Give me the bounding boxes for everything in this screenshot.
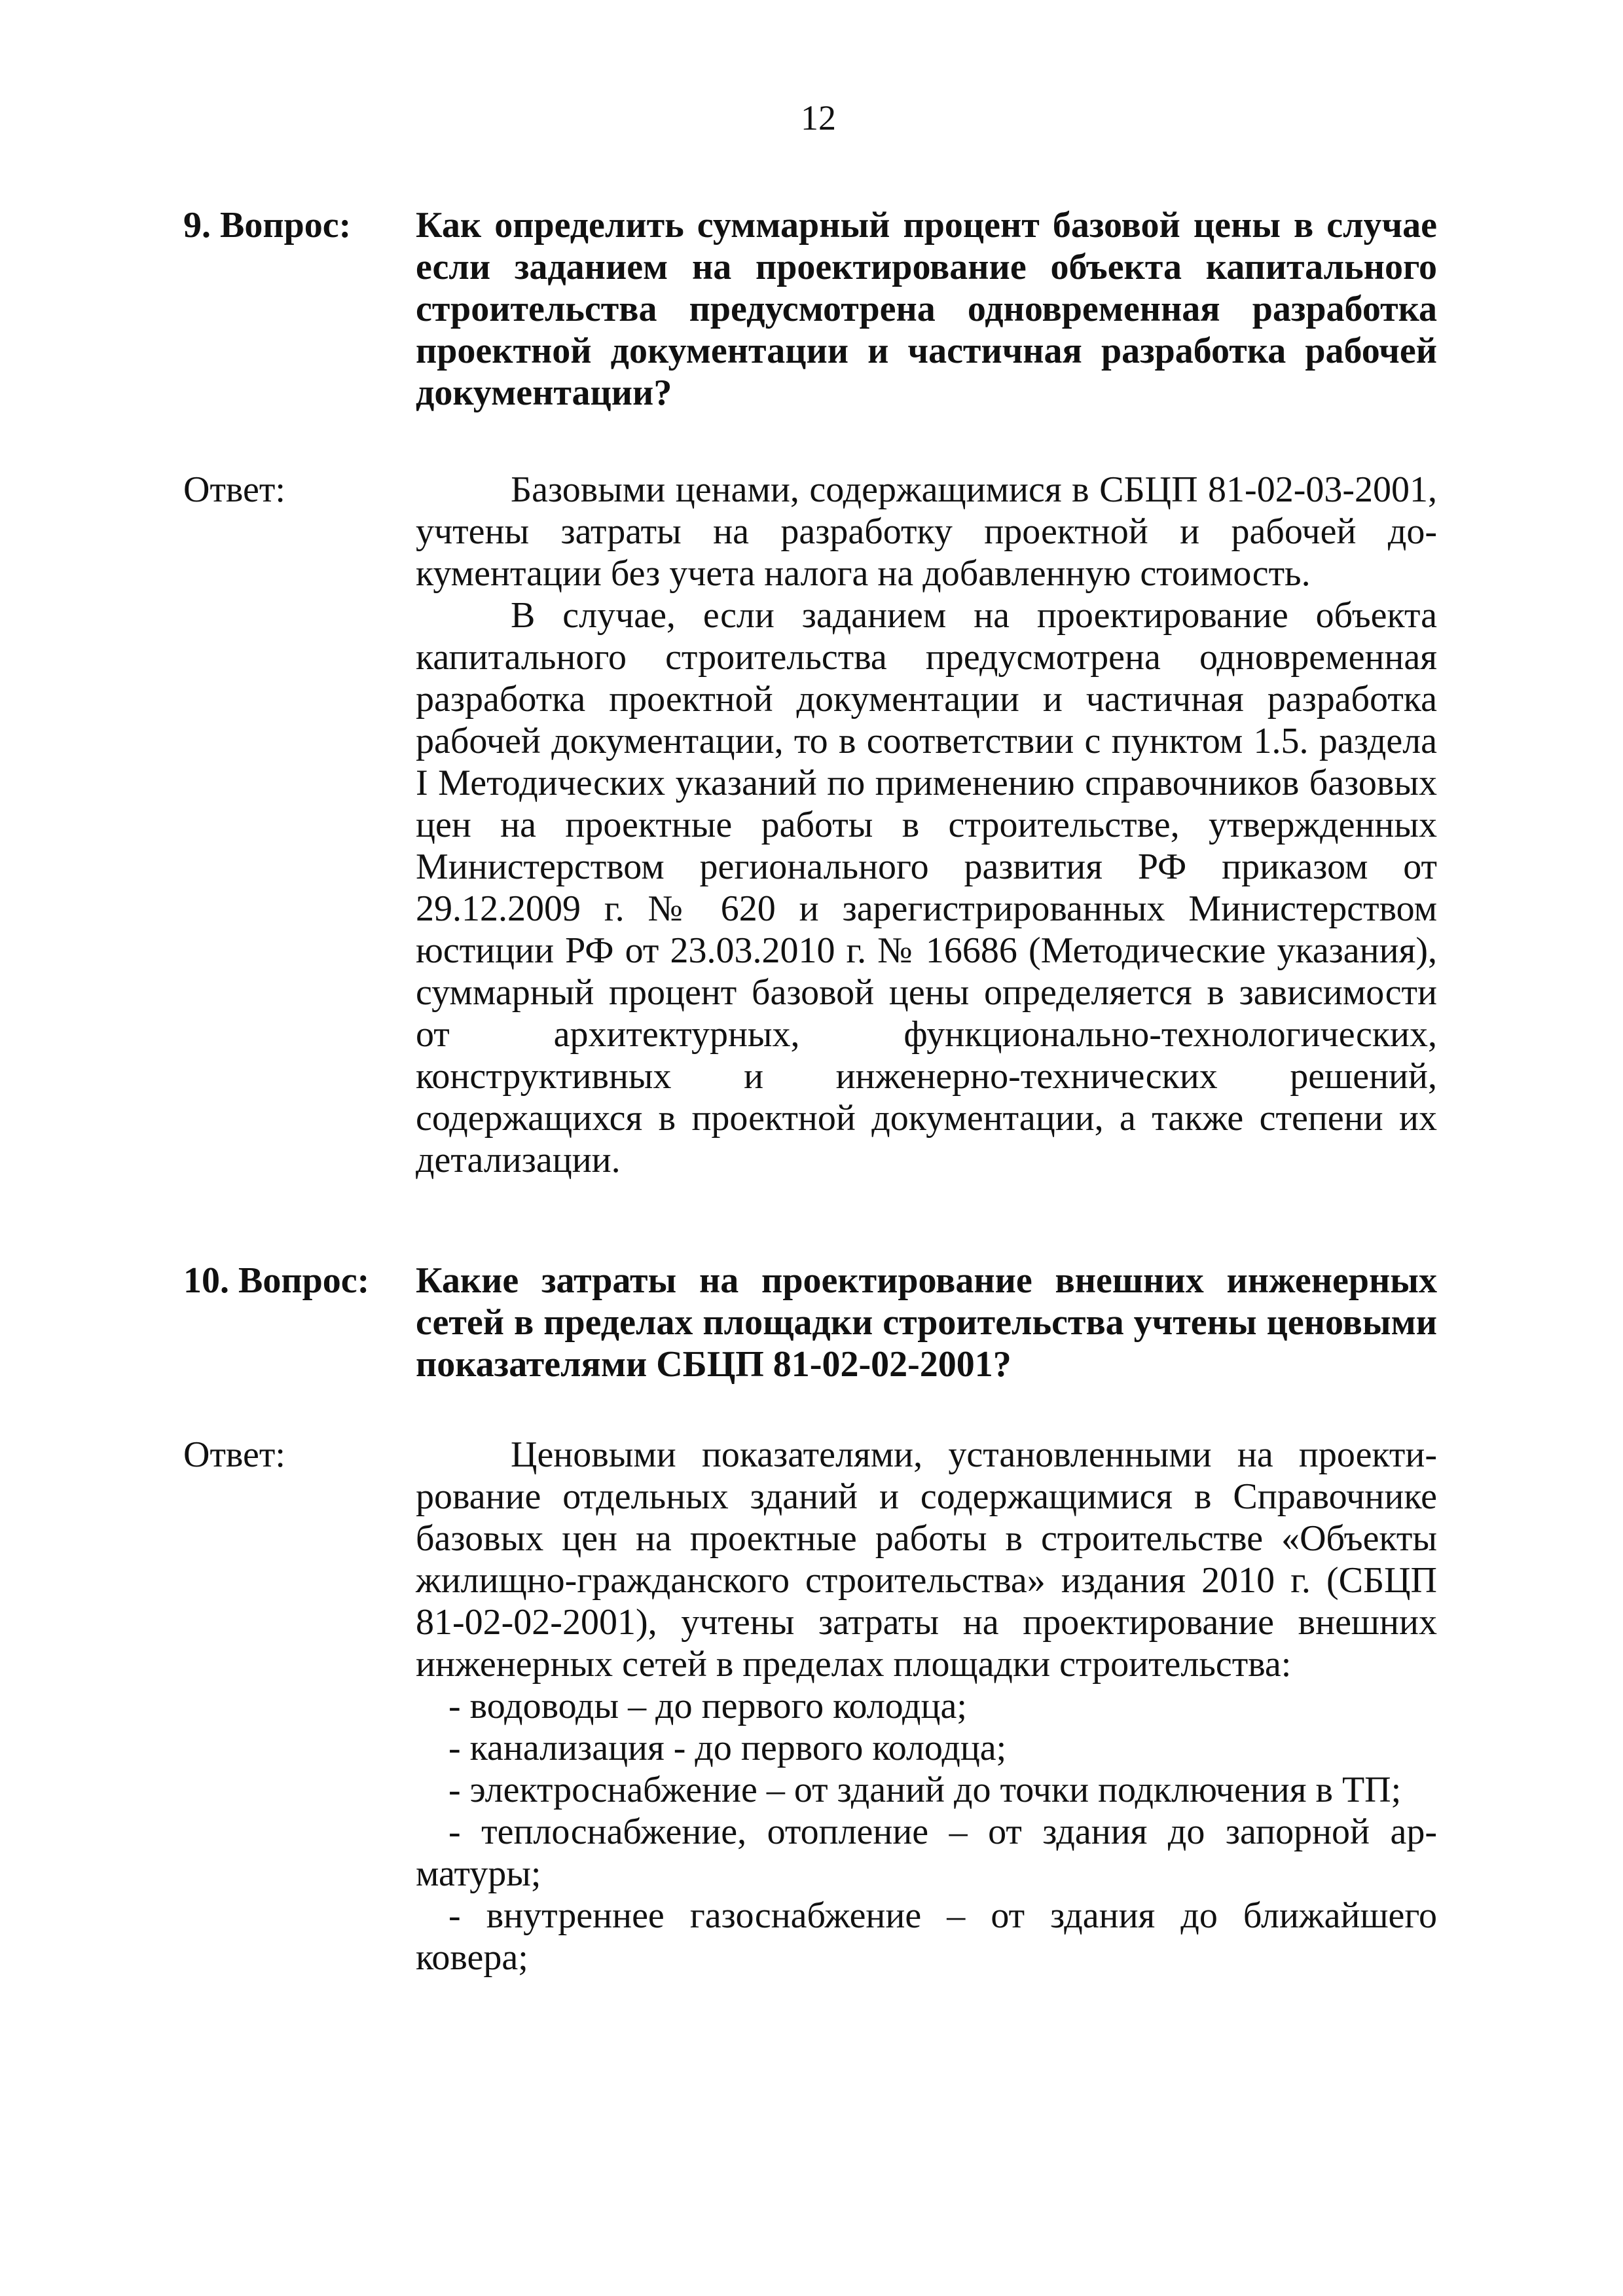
- answer-10-list: [416, 1685, 1437, 1978]
- question-9-label: 9. Вопрос:: [183, 205, 352, 246]
- list-item: - теплоснабжение, отопление – от здания до запорной арматуры;: [416, 1812, 1437, 1894]
- answer-9-paragraph-1: Базовыми ценами, содержащимися в СБЦП 81-02-03-2001, учтены затраты на разработку проектной и рабочей документации без учета налога на добавленную стоимость.: [416, 469, 1437, 594]
- answer-9-paragraph-2: В случае, если заданием на проектирование объекта капитального строительства предусмотрена одновременная разработка проектной документации и частичная разработка рабочей документации, то в соответствии с пунктом 1.5. раздела I Методических указаний по применению справочников базовых цен на проектные работы в строительстве, утвержденных Министерством регионального развития РФ приказом от 29.12.2009 г. № 620 и зарегистрированных Министерством юстиции РФ от 23.03.2010 г. № 16686 (Методические указания), суммарный процент базовой цены определяется в зависимости от архитектурных, функционально-технологических, конструктивных и инженерно-технических решений, содержащихся в проектной документации, а также степени их детализации.: [416, 595, 1437, 1180]
- list-item: - внутреннее газоснабжение – от здания до ближайшего ковера;: [416, 1895, 1437, 1978]
- answer-10-body: [416, 1434, 1437, 1978]
- answer-10-label: Ответ:: [183, 1434, 285, 1475]
- answer-10-paragraph: Ценовыми показателями, установленными на проектирование отдельных зданий и содержащимися в Справочнике базовых цен на проектные работы в строительстве «Объекты жилищно-гражданского строительства» издания 2010 г. (СБЦП 81-02-02-2001), учтены затраты на проектирование внешних инженерных сетей в пределах площадки строительства:: [416, 1434, 1437, 1685]
- question-10-label: 10. Вопрос:: [183, 1260, 370, 1301]
- question-10-text: Какие затраты на проектирование внешних инженерных сетей в пределах площадки строительства учтены ценовыми показателями СБЦП 81-02-02-2001?: [416, 1260, 1437, 1385]
- answer-9-body: [416, 469, 1437, 1181]
- list-item: - канализация - до первого колодца;: [448, 1728, 1007, 1768]
- list-item: - электроснабжение – от зданий до точки подключения в ТП;: [448, 1770, 1402, 1810]
- list-item: - водоводы – до первого колодца;: [448, 1686, 967, 1726]
- question-9-text: Как определить суммарный процент базовой цены в случае если заданием на проектирование объекта капитального строительства предусмотрена одновременная разработка проектной документации и частичная разработка рабочей документации?: [416, 205, 1437, 413]
- answer-9-label: Ответ:: [183, 469, 285, 510]
- page-number: 12: [801, 98, 836, 137]
